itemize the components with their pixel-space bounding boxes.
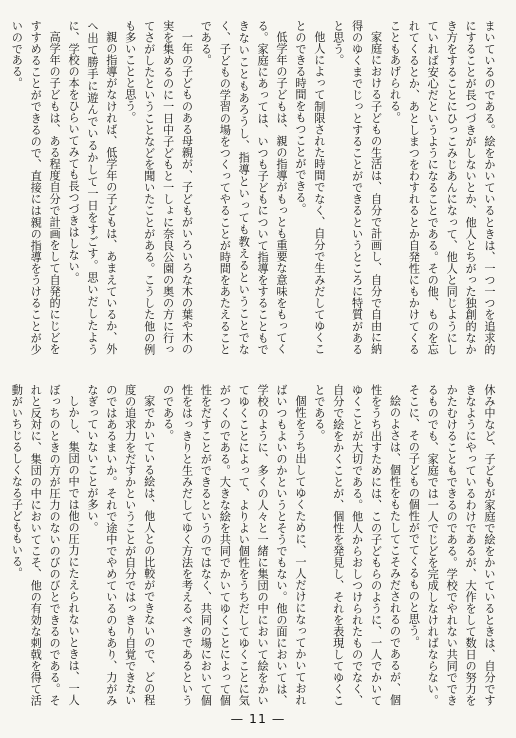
paragraph: 家庭における子どもの生活は、自分で計画し、自分で自由に納得のゆくまでじっとすることができるというところに特質があると思う。 (331, 20, 383, 355)
paragraph: 高学年の子どもは、ある程度自分で計画をして自発的にじどをすすめることができるので、直接には親の指導をうけることが少いのである。 (10, 20, 62, 355)
paragraph: 親の指導がなければ、低学年の子どもは、あまえているか、外へ出て勝手に遊んでいるかして一日をすごす。思いだしたように、学校の本をひらいてみても長つづきはしない。 (67, 20, 118, 355)
paragraph: 低学年の子どもは、親の指導がもっとも重要な意味をもってくる。家庭にあっては、いつも子どもについて指導をすることもできないこともあろうし、指導といっても教えるということでなく、子どもの学習の場をつくってやることが時間をあたえることである。 (199, 20, 289, 355)
paragraph: 休み中など、子どもが家庭で絵をかいているときは、自分ですきなようにやっているわけであるが、大作をして数日の努力をかたむけることもできるのである。学校でやれない共同でできるものでも、家庭では一人でじどを完成しなければならない。そこに、その子どもの個性がでてくるものと思う。 (407, 384, 496, 706)
paragraph: しかし、集団の中では他の圧力にたえられないときは、一人ぼっちのときの方が圧力のないのびのびとできるのである。それと反対に、集団の中においてこそ、他の有効な刺戟を得て活動がいちじるしくなる子どももいる。 (10, 384, 81, 706)
paragraph: まいているのである。絵をかいているときは、一つ一つを追求的にすることが長つづきがしないとか、他人とちがった独創的なかき方をすることにひっこみじあんになって、他人と同じようにしていれば安心だというようになることである。その他、ものを忘れてくるとか、あとしまつをわすれるとか自発性にもかけてくることもあげられる。 (388, 20, 496, 355)
upper-text-column (10, 20, 498, 355)
page-number: — 11 — (230, 711, 286, 726)
paragraph: 他人によって制限された時間でなく、自分で生みだしてゆくことのできる時間をもつことができる。 (293, 20, 326, 355)
paragraph: 個性をうち出してゆくために、一人だけになってかいておればいつもよいのかというとそうでもない。他の面においては、学校のように、多くの人々と一緒に集団の中において絵をかいてゆくことによって、よりよい個性をうちだしてゆくことに気がつくのである。大きな絵を共同でかいてゆくことによって個性をだすことができるというのではなく、共同の場において個性をはっきりと生みだしてゆく方法を考えるべきであるというのである。 (161, 384, 307, 706)
lower-text-column (10, 384, 498, 706)
paragraph: 一年の子どものある母親が、子どもがいろいろな木の葉や木の実を集めるのに一日中子どもと一しょに奈良公園の奥の方に行ってさがしたということなどを聞いたことがある。こうした他の例も多いことと思う。 (123, 20, 194, 355)
paragraph: 家でかいている絵は、他人との比較ができないので、どの程度の追求力をだすかということが自分ではっきり自覚できないのではあるまいか。それで途中でやめているのもあり、力がみなぎっていないことが多い。 (85, 384, 156, 706)
paragraph: 絵のよさは、個性をもたしてこそみだされるのであるが、個性をうち出すためには、この子どもらのように、一人でかいてゆくことが大切である。他人からおしつけられたものでなく、自分で絵をかくことが、個性を発見し、それを表現してゆくことである。 (312, 384, 402, 706)
